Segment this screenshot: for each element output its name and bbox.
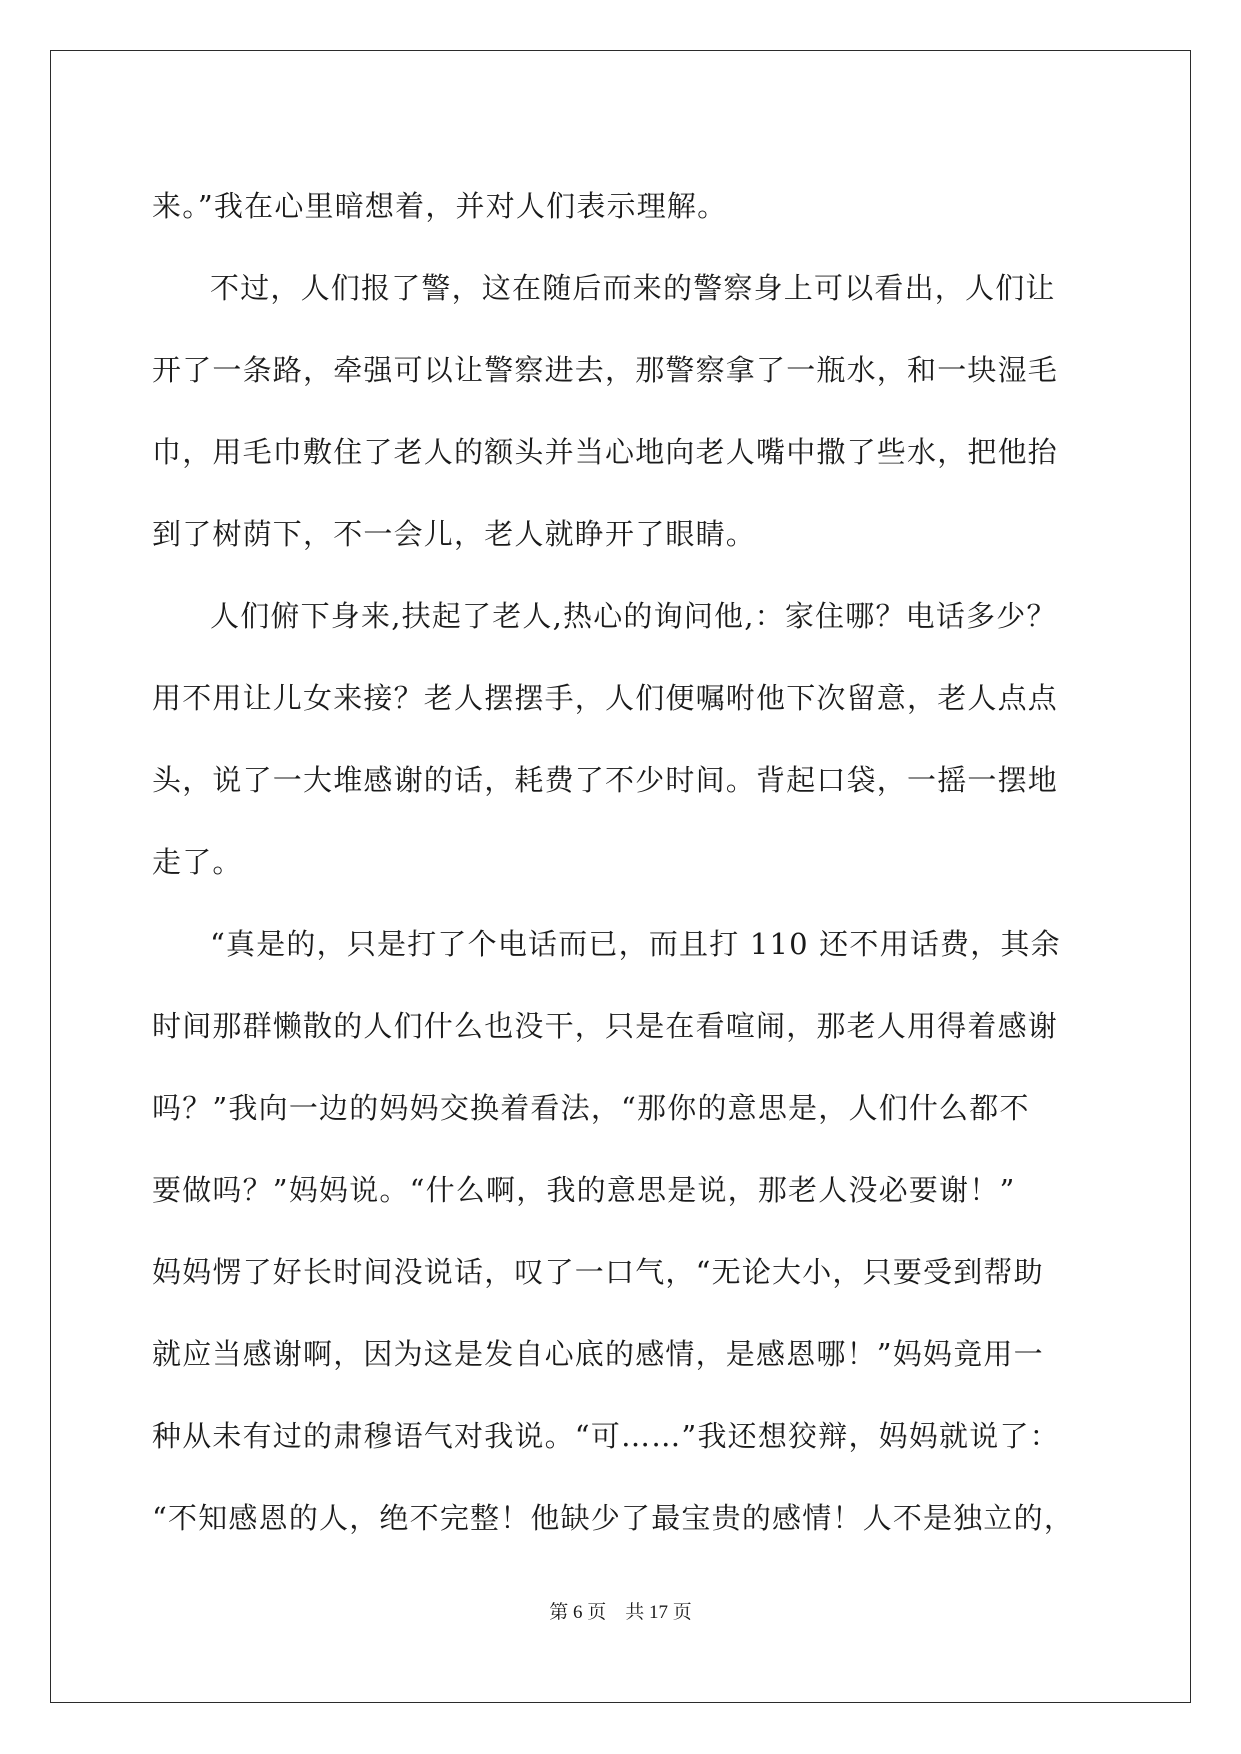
paragraph-start-line: 人们俯下身来,扶起了老人,热心的询问他,：家住哪？电话多少？: [210, 599, 1057, 633]
text-line: 用不用让儿女来接？老人摆摆手，人们便嘱咐他下次留意，老人点点: [152, 681, 1059, 715]
text-line: 就应当感谢啊，因为这是发自心底的感情，是感恩哪！”妈妈竟用一: [152, 1337, 1044, 1371]
text-line: 种从未有过的肃穆语气对我说。“可……”我还想狡辩，妈妈就说了：: [152, 1419, 1060, 1453]
text-line: 巾，用毛巾敷住了老人的额头并当心地向老人嘴中撒了些水，把他抬: [152, 435, 1059, 469]
text-line: 开了一条路，牵强可以让警察进去，那警察拿了一瓶水，和一块湿毛: [152, 353, 1059, 387]
text-line: 来。”我在心里暗想着，并对人们表示理解。: [152, 189, 728, 223]
paragraph-start-line: “真是的，只是打了个电话而已，而且打 110 还不用话费，其余: [210, 927, 1061, 961]
text-line: 吗？”我向一边的妈妈交换着看法，“那你的意思是，人们什么都不: [152, 1091, 1030, 1125]
page-number-footer: 第 6 页 共 17 页: [549, 1602, 692, 1623]
text-line: 走了。: [152, 845, 243, 879]
text-line: “不知感恩的人，绝不完整！他缺少了最宝贵的感情！人不是独立的，: [152, 1501, 1075, 1535]
document-body: [152, 165, 1092, 1559]
text-line: 妈妈愣了好长时间没说话，叹了一口气，“无论大小，只要受到帮助: [152, 1255, 1044, 1289]
text-line: 头，说了一大堆感谢的话，耗费了不少时间。背起口袋，一摇一摆地: [152, 763, 1059, 797]
text-line: 要做吗？”妈妈说。“什么啊，我的意思是说，那老人没必要谢！”: [152, 1173, 1016, 1207]
paragraph-start-line: 不过，人们报了警，这在随后而来的警察身上可以看出，人们让: [210, 271, 1056, 305]
text-line: 时间那群懒散的人们什么也没干，只是在看喧闹，那老人用得着感谢: [152, 1009, 1059, 1043]
text-line: 到了树荫下，不一会儿，老人就睁开了眼睛。: [152, 517, 757, 551]
